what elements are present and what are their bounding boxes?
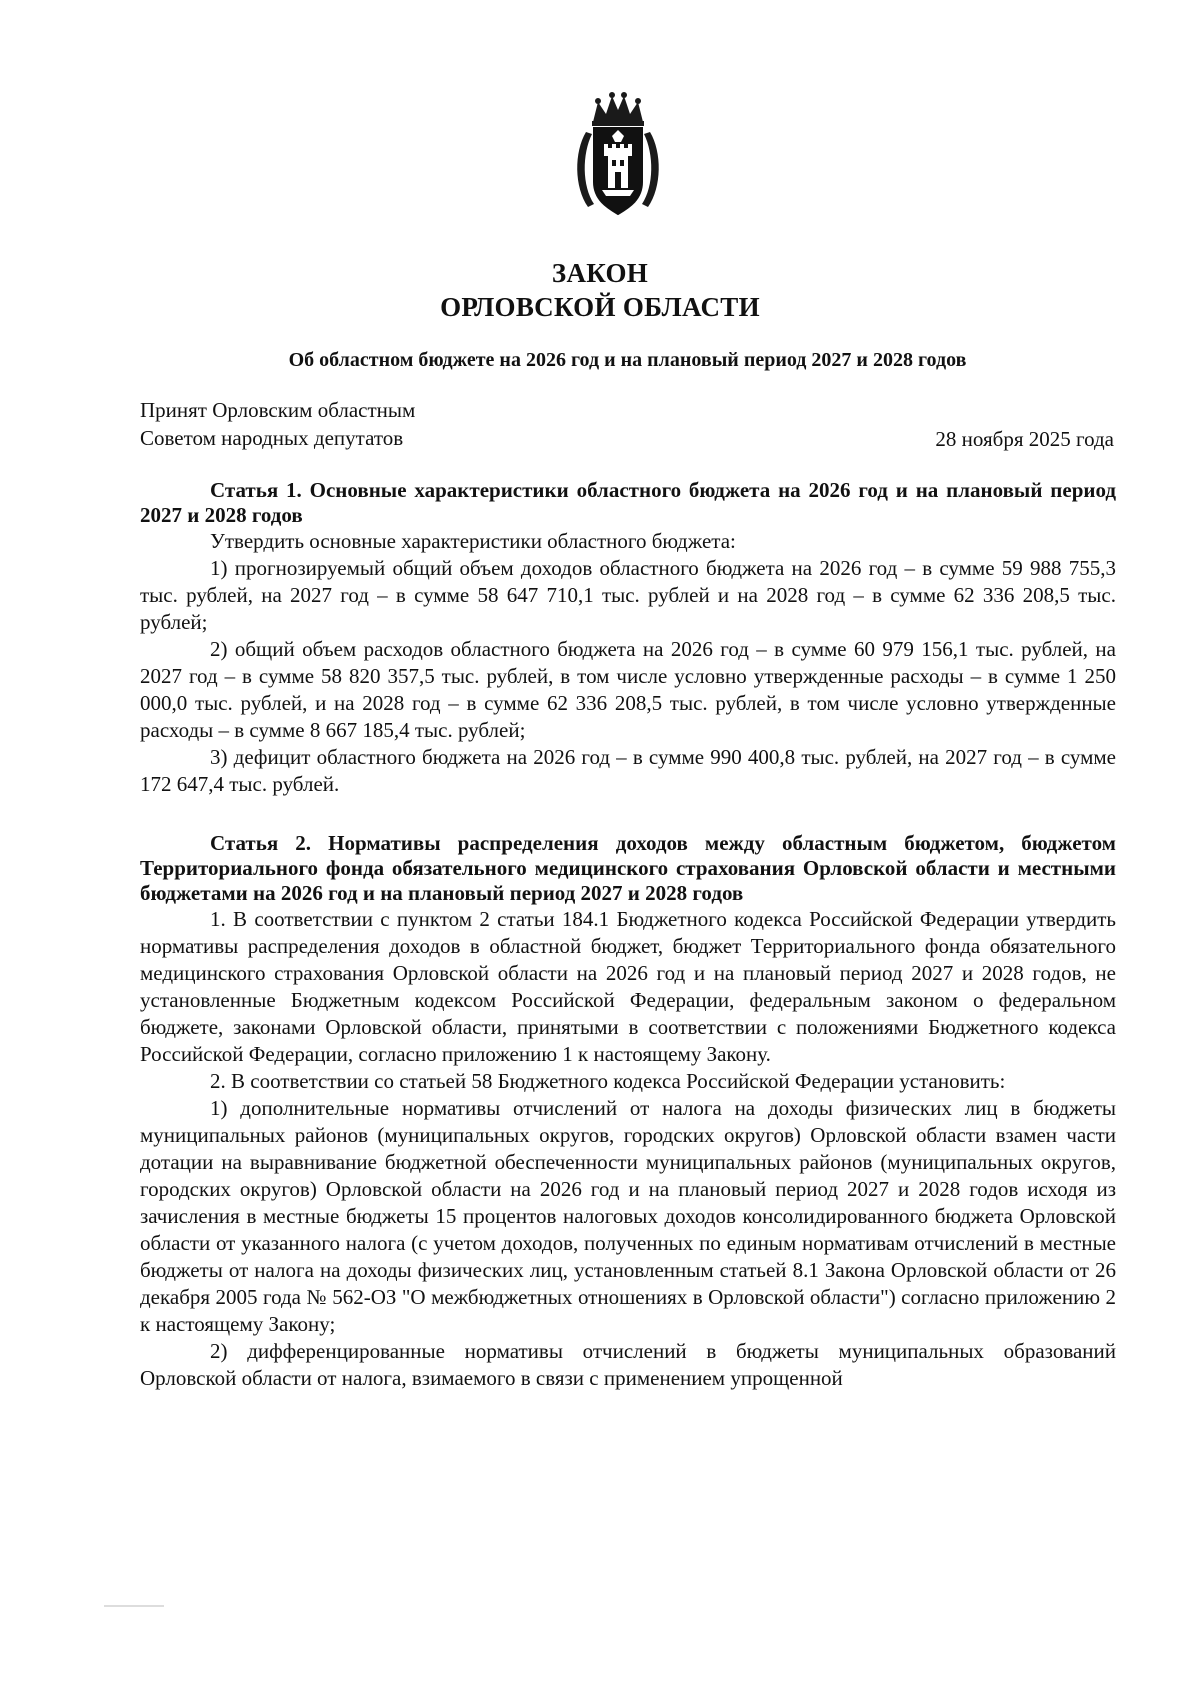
article-2-item-2: 2) дифференцированные нормативы отчислений в бюджеты муниципальных образований Орловской области от налога, взимаемого в связи с применением упрощенной [140, 1339, 1116, 1390]
adoption-date: 28 ноября 2025 года [935, 427, 1114, 451]
scan-artifact [104, 1605, 164, 1607]
document-subtitle: Об областном бюджете на 2026 год и на плановый период 2027 и 2028 годов [288, 349, 967, 371]
coat-of-arms-icon [568, 92, 668, 222]
document-region: ОРЛОВСКОЙ ОБЛАСТИ [440, 292, 760, 322]
article-2-heading: Статья 2. Нормативы распределения доходов между областным бюджетом, бюджетом Территориального фонда обязательного медицинского страхования Орловской области и местными бюджетами на 2026 год и на плановый период 2027 и 2028 годов [140, 831, 1116, 905]
adoption-line-1: Принят Орловским областным [140, 398, 416, 422]
article-1-item-2: 2) общий объем расходов областного бюджета на 2026 год – в сумме 60 979 156,1 тыс. рублей, на 2027 год – в сумме 58 820 357,5 тыс. рублей, в том числе условно утвержденные расходы – в сумме 1 250 000,0 тыс. рублей, и на 2028 год – в сумме 62 336 208,5 тыс. рублей, в том числе условно утвержденные расходы – в сумме 8 667 185,4 тыс. рублей; [140, 637, 1116, 742]
adoption-block [140, 396, 415, 452]
article-1-item-3: 3) дефицит областного бюджета на 2026 год – в сумме 990 400,8 тыс. рублей, на 2027 год – в сумме 172 647,4 тыс. рублей. [140, 745, 1116, 796]
article-1-item-1: 1) прогнозируемый общий объем доходов областного бюджета на 2026 год – в сумме 59 988 755,3 тыс. рублей, на 2027 год – в сумме 58 647 710,1 тыс. рублей и на 2028 год – в сумме 62 336 208,5 тыс. рублей; [140, 556, 1116, 634]
article-2-item-1: 1) дополнительные нормативы отчислений от налога на доходы физических лиц в бюджеты муниципальных районов (муниципальных округов, городских округов) Орловской области взамен части дотации на выравнивание бюджетной обеспеченности муниципальных районов (муниципальных округов, городских округов) Орловской области на 2026 год и на плановый период 2027 и 2028 годов исходя из зачисления в местные бюджеты 15 процентов налоговых доходов консолидированного бюджета Орловской области от указанного налога (с учетом доходов, полученных по единым нормативам отчислений в местные бюджеты от налога на доходы физических лиц, установленным статьей 8.1 Закона Орловской области от 26 декабря 2005 года № 562-ОЗ "О межбюджетных отношениях в Орловской области") согласно приложению 2 к настоящему Закону; [140, 1096, 1116, 1336]
document-body [140, 478, 1116, 1392]
article-2-para-2: 2. В соответствии со статьей 58 Бюджетного кодекса Российской Федерации установить: [210, 1069, 1006, 1093]
article-2-para-1: 1. В соответствии с пунктом 2 статьи 184.1 Бюджетного кодекса Российской Федерации утвердить нормативы распределения доходов в областной бюджет, бюджет Территориального фонда обязательного медицинского страхования Орловской области на 2026 год и на плановый период 2027 и 2028 годов, не установленные Бюджетным кодексом Российской Федерации, федеральным законом о федеральном бюджете, законами Орловской области, принятыми в соответствии с положениями Бюджетного кодекса Российской Федерации, согласно приложению 1 к настоящему Закону. [140, 907, 1116, 1066]
adoption-line-2: Советом народных депутатов [140, 426, 404, 450]
article-1-intro: Утвердить основные характеристики областного бюджета: [210, 529, 736, 553]
document-title: ЗАКОН [551, 258, 649, 288]
section-gap [140, 798, 1116, 831]
article-1-heading: Статья 1. Основные характеристики областного бюджета на 2026 год и на плановый период 2027 и 2028 годов [140, 478, 1116, 527]
